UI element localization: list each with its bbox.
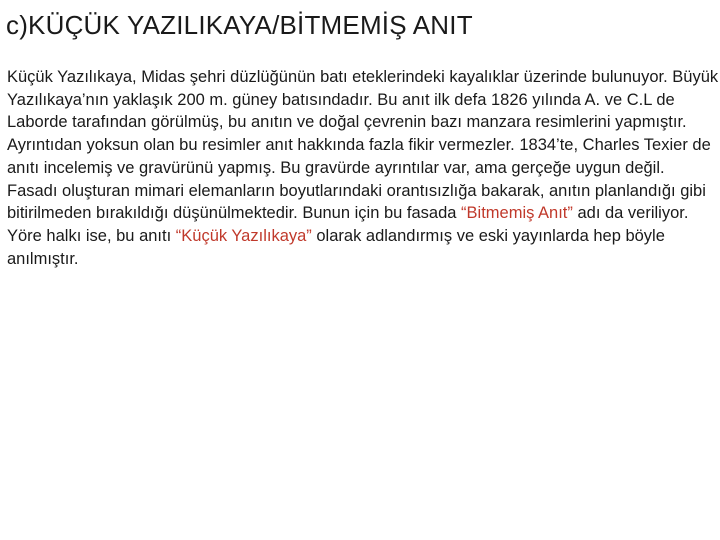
paragraph-2-text-b: adı da veriliyor. Yöre halkı ise, bu anıtı (7, 204, 689, 245)
paragraph-2 (7, 182, 706, 268)
slide-body-text (7, 66, 719, 270)
highlight-bitmemis-anit: “Bitmemiş Anıt” (461, 204, 573, 223)
paragraph-2-text-c: olarak adlandırmış ve eski yayınlarda hep böyle anılmıştır. (7, 226, 665, 268)
paragraph-1: Küçük Yazılıkaya, Midas şehri düzlüğünün batı eteklerindeki kayalıklar üzerinde bulunuyor. Büyük Yazılıkaya’nın yaklaşık 200 m. güney batısındadır. Bu anıt ilk defa 1826 yılında A. ve C.L de Laborde tarafından görülmüş, bu anıtın ve doğal çevrenin bazı manzara resimlerini yapmıştır. Ayrıntıdan yoksun olan bu resimler anıt hakkında fazla fikir vermezler. 1834’te, Charles Texier de anıtı incelemiş ve gravürünü yapmış. Bu gravürde ayrıntılar var, ama gerçeğe uygun değil. (7, 68, 719, 177)
slide-title: c)KÜÇÜK YAZILIKAYA/BİTMEMİŞ ANIT (6, 10, 473, 40)
highlight-kucuk-yazilikaya: “Küçük Yazılıkaya” (175, 226, 312, 245)
paragraph-2-text-a: Fasadı oluşturan mimari elemanların boyutlarındaki orantısızlığa bakarak, anıtın planlandığı gibi bitirilmeden bırakıldığı düşünülmektedir. Bunun için bu fasada (7, 181, 706, 223)
